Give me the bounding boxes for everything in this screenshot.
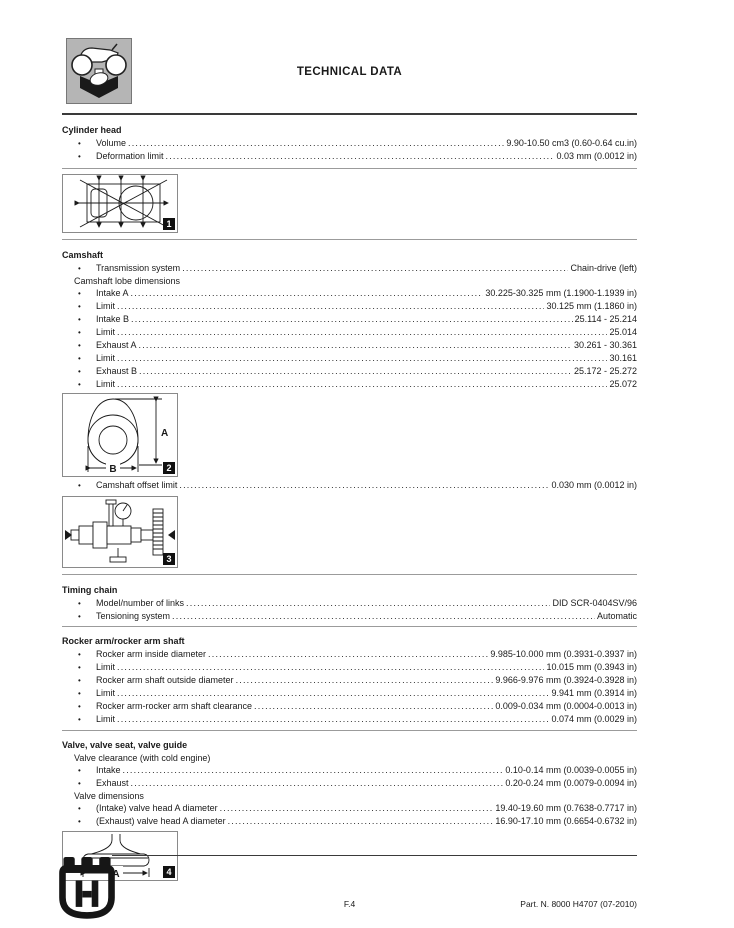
bullet-icon: [78, 764, 96, 777]
spec-row: [62, 661, 637, 674]
spec-label: Limit: [96, 327, 116, 337]
spec-row: [62, 352, 637, 365]
bullet-icon: [78, 713, 96, 726]
spec-value: 9.966-9.976 mm (0.3924-0.3928 in): [495, 675, 637, 685]
spec-row: [62, 365, 637, 378]
spec-label: Tensioning system: [96, 611, 171, 621]
spec-row: [62, 815, 637, 828]
spec-value: 9.941 mm (0.3914 in): [551, 688, 637, 698]
spec-label: Volume: [96, 138, 127, 148]
spec-row: [62, 648, 637, 661]
bullet-icon: [78, 687, 96, 700]
dimension-label-a: A: [161, 428, 169, 439]
spec-row: [62, 479, 637, 492]
cam-lobe-diagram: [63, 394, 177, 476]
spec-value: Chain-drive (left): [570, 263, 637, 273]
page-header: [62, 0, 637, 113]
spec-label: Limit: [96, 353, 116, 363]
leader-dots: [117, 661, 544, 673]
figure-camshaft-runout-check: [62, 496, 178, 568]
spec-value: 25.172 - 25.272: [573, 366, 637, 376]
leader-dots: [139, 365, 572, 377]
section-heading-camshaft: Camshaft: [62, 250, 104, 260]
figure-number-badge: 1: [163, 218, 175, 230]
spec-row: [62, 674, 637, 687]
leader-dots: [228, 815, 494, 827]
spec-row: [62, 313, 637, 326]
figure-cam-lobe-dimensions: [62, 393, 178, 477]
subheading-valve-dimensions: Valve dimensions: [74, 791, 144, 801]
spec-label: Model/number of links: [96, 598, 185, 608]
leader-dots: [179, 479, 549, 491]
bullet-icon: [78, 815, 96, 828]
spec-value: 10.015 mm (0.3943 in): [546, 662, 637, 672]
leader-dots: [172, 610, 595, 622]
bullet-icon: [78, 674, 96, 687]
spec-row: [62, 597, 637, 610]
figure-number-badge: 4: [163, 866, 175, 878]
dimension-label-b: B: [109, 464, 117, 475]
footer-part-number: Part. N. 8000 H4707 (07-2010): [520, 899, 637, 909]
leader-dots: [131, 777, 504, 789]
spec-label: Deformation limit: [96, 151, 164, 161]
cylinder-head-flatness-diagram: [63, 175, 177, 232]
section-heading-rocker-arm: Rocker arm/rocker arm shaft: [62, 636, 185, 646]
footer-rule: [112, 855, 637, 856]
spec-value: 0.030 mm (0.0012 in): [551, 480, 637, 490]
camshaft-runout-diagram: [63, 497, 177, 567]
spec-value: 19.40-19.60 mm (0.7638-0.7717 in): [495, 803, 637, 813]
spec-label: Intake: [96, 765, 121, 775]
spec-value: 30.125 mm (1.1860 in): [546, 301, 637, 311]
spec-row: [62, 610, 637, 623]
leader-dots: [117, 713, 549, 725]
spec-row: [62, 764, 637, 777]
bullet-icon: [78, 597, 96, 610]
spec-label: Limit: [96, 714, 116, 724]
spec-value: 16.90-17.10 mm (0.6654-0.6732 in): [495, 816, 637, 826]
spec-label: Intake B: [96, 314, 130, 324]
spec-label: Intake A: [96, 288, 129, 298]
spec-value: 0.03 mm (0.0012 in): [556, 151, 637, 161]
figure-cylinder-head-flatness: [62, 174, 178, 233]
leader-dots: [123, 764, 504, 776]
spec-row: [62, 287, 637, 300]
leader-dots: [128, 137, 504, 149]
spec-label: Limit: [96, 688, 116, 698]
section-heading-cylinder-head: Cylinder head: [62, 125, 122, 135]
figure-number-badge: 2: [163, 462, 175, 474]
bullet-icon: [78, 365, 96, 378]
leader-dots: [236, 674, 494, 686]
leader-dots: [166, 150, 555, 162]
bullet-icon: [78, 802, 96, 815]
section-heading-valve: Valve, valve seat, valve guide: [62, 740, 188, 750]
leader-dots: [131, 287, 484, 299]
leader-dots: [117, 352, 607, 364]
spec-value: 0.074 mm (0.0029 in): [551, 714, 637, 724]
spec-value: 9.90-10.50 cm3 (0.60-0.64 cu.in): [506, 138, 637, 148]
leader-dots: [220, 802, 494, 814]
subheading-camshaft-lobe-dimensions: Camshaft lobe dimensions: [74, 276, 181, 286]
bullet-icon: [78, 610, 96, 623]
spec-value: DID SCR-0404SV/96: [552, 598, 637, 608]
leader-dots: [139, 339, 572, 351]
spec-row: [62, 150, 637, 163]
spec-label: Transmission system: [96, 263, 181, 273]
spec-row: [62, 687, 637, 700]
spec-label: Exhaust A: [96, 340, 137, 350]
bullet-icon: [78, 137, 96, 150]
spec-row: [62, 300, 637, 313]
bullet-icon: [78, 378, 96, 391]
bullet-icon: [78, 352, 96, 365]
bullet-icon: [78, 648, 96, 661]
spec-value: 0.009-0.034 mm (0.0004-0.0013 in): [495, 701, 637, 711]
spec-value: 0.10-0.14 mm (0.0039-0.0055 in): [505, 765, 637, 775]
spec-label: Rocker arm shaft outside diameter: [96, 675, 234, 685]
spec-row: [62, 137, 637, 150]
bullet-icon: [78, 300, 96, 313]
spec-label: Limit: [96, 301, 116, 311]
leader-dots: [186, 597, 550, 609]
spec-value: 30.261 - 30.361: [573, 340, 637, 350]
section-divider: [62, 168, 637, 169]
spec-value: 25.114 - 25.214: [574, 314, 637, 324]
bullet-icon: [78, 777, 96, 790]
leader-dots: [254, 700, 493, 712]
figure-number-badge: 3: [163, 553, 175, 565]
dimension-label-a: A: [112, 869, 120, 880]
leader-dots: [117, 326, 607, 338]
page-content: [62, 0, 637, 881]
bullet-icon: [78, 287, 96, 300]
spec-value: 30.225-30.325 mm (1.1900-1.1939 in): [485, 288, 637, 298]
spec-label: Camshaft offset limit: [96, 480, 178, 490]
spec-row: [62, 378, 637, 391]
spec-value: 25.014: [609, 327, 637, 337]
bullet-icon: [78, 700, 96, 713]
spec-label: (Intake) valve head A diameter: [96, 803, 218, 813]
leader-dots: [208, 648, 488, 660]
spec-row: [62, 713, 637, 726]
spec-label: Rocker arm inside diameter: [96, 649, 207, 659]
bullet-icon: [78, 313, 96, 326]
spec-label: Exhaust: [96, 778, 129, 788]
leader-dots: [182, 262, 568, 274]
spec-value: 25.072: [609, 379, 637, 389]
bullet-icon: [78, 661, 96, 674]
spec-row: [62, 262, 637, 275]
bullet-icon: [78, 262, 96, 275]
leader-dots: [117, 300, 544, 312]
husqvarna-logo: [58, 856, 116, 922]
leader-dots: [117, 378, 607, 390]
page-title: TECHNICAL DATA: [296, 66, 403, 78]
spec-row: [62, 700, 637, 713]
spec-row: [62, 326, 637, 339]
spec-value: Automatic: [596, 611, 637, 621]
spec-row: [62, 777, 637, 790]
bullet-icon: [78, 326, 96, 339]
bullet-icon: [78, 150, 96, 163]
bullet-icon: [78, 479, 96, 492]
subheading-valve-clearance: Valve clearance (with cold engine): [74, 753, 211, 763]
bullet-icon: [78, 339, 96, 352]
spec-value: 9.985-10.000 mm (0.3931-0.3937 in): [490, 649, 637, 659]
spec-row: [62, 339, 637, 352]
spec-label: Limit: [96, 379, 116, 389]
spec-label: Rocker arm-rocker arm shaft clearance: [96, 701, 253, 711]
leader-dots: [117, 687, 549, 699]
spec-label: Limit: [96, 662, 116, 672]
spec-label: Exhaust B: [96, 366, 138, 376]
leader-dots: [131, 313, 573, 325]
spec-value: 0.20-0.24 mm (0.0079-0.0094 in): [505, 778, 637, 788]
spec-label: (Exhaust) valve head A diameter: [96, 816, 226, 826]
spec-row: [62, 802, 637, 815]
spec-value: 30.161: [609, 353, 637, 363]
footer-page-number: F.4: [343, 899, 356, 909]
section-heading-timing-chain: Timing chain: [62, 585, 118, 595]
